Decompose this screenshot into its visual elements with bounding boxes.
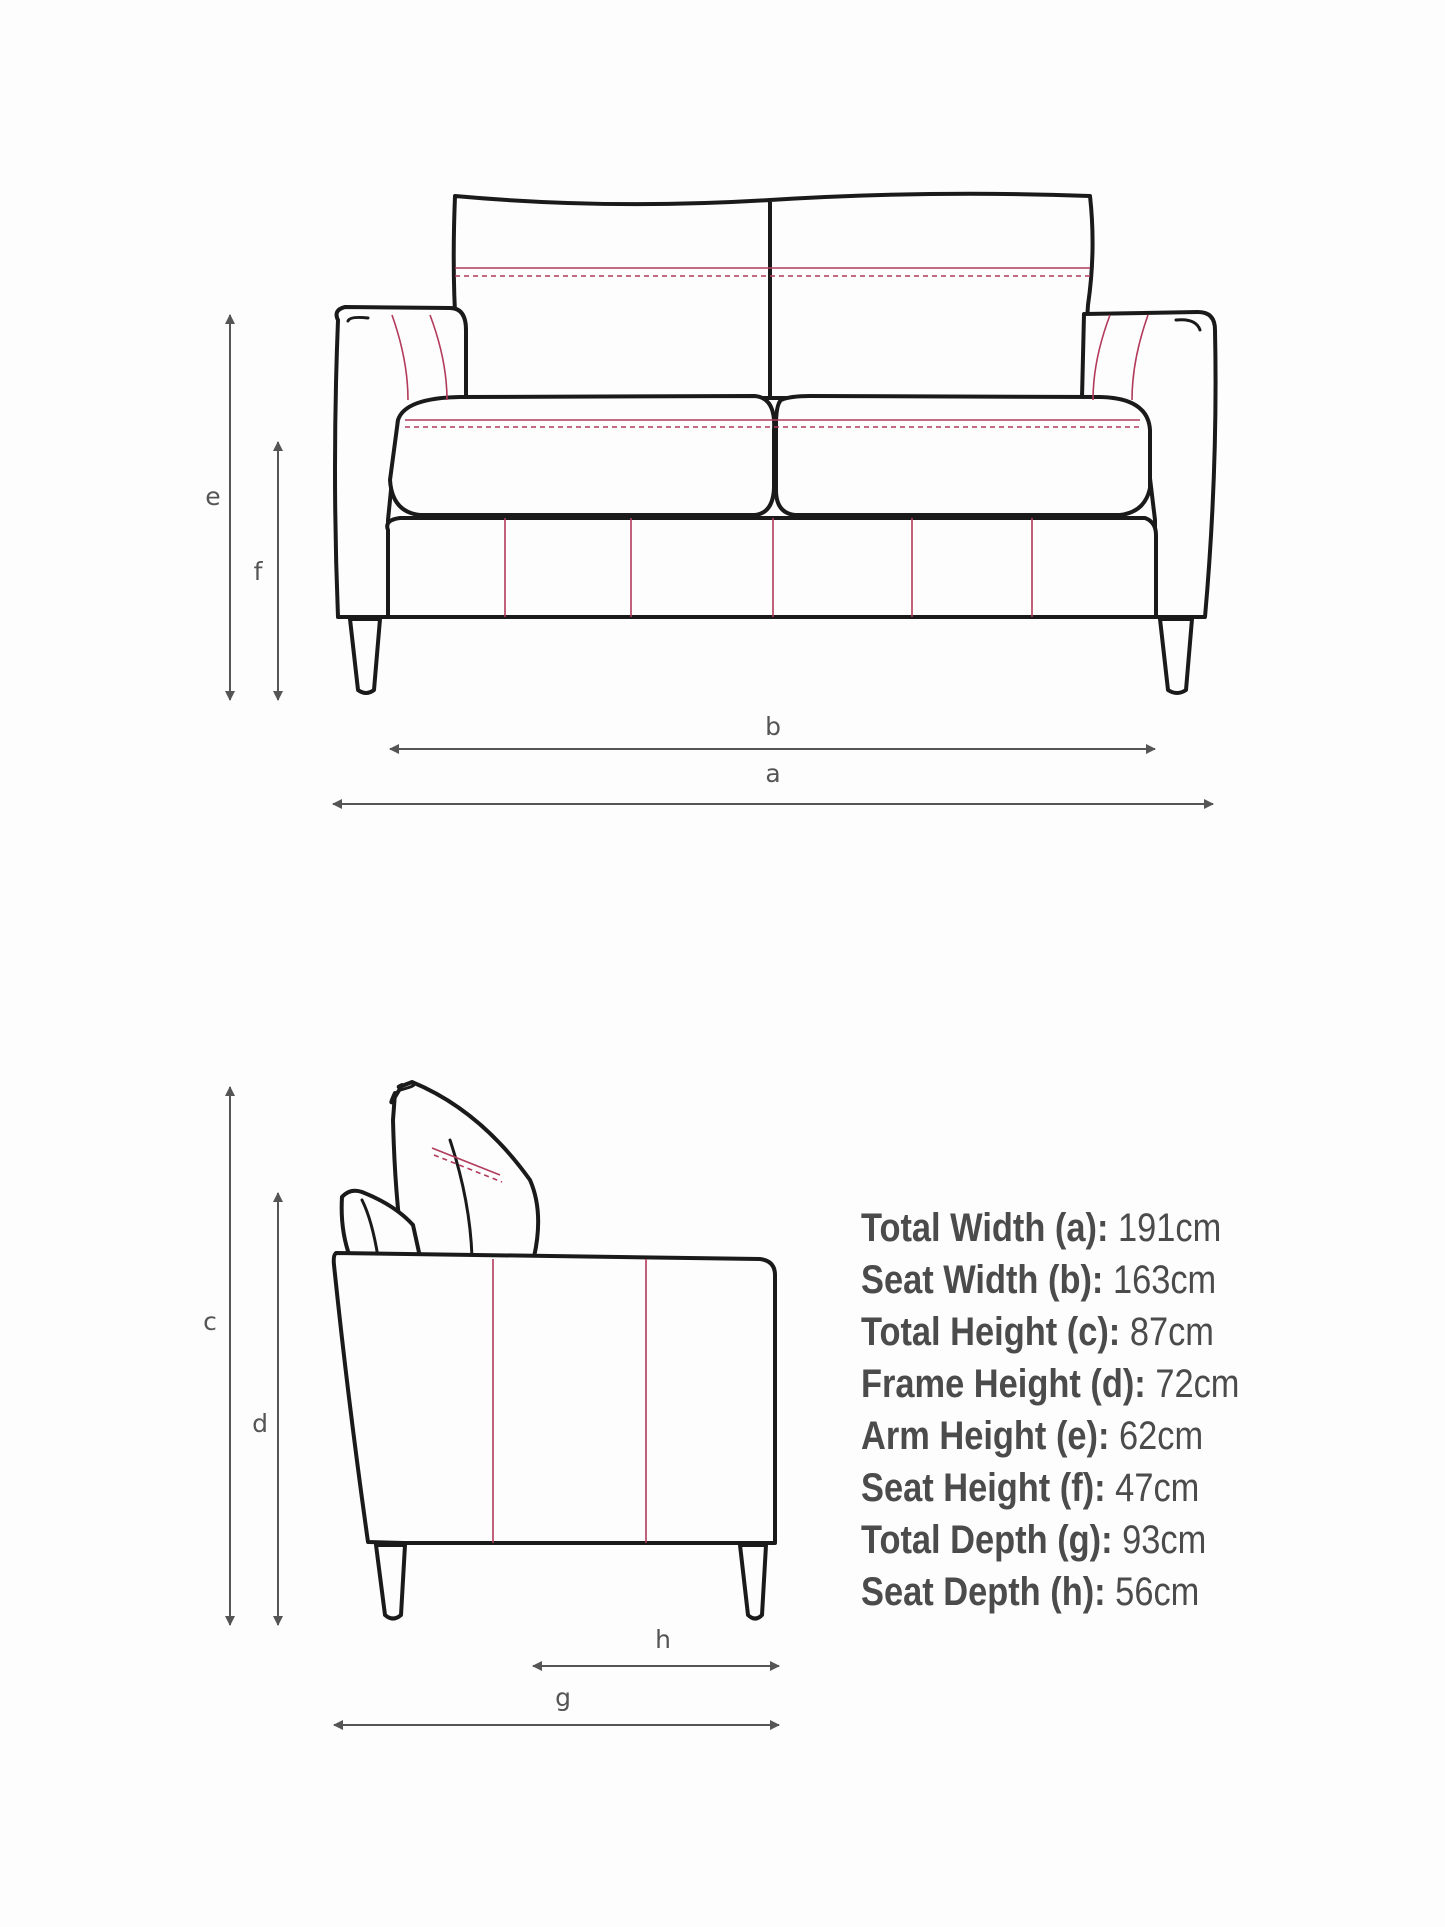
spec-row <box>861 1514 1239 1566</box>
spec-label: Total Height (c): <box>861 1310 1121 1354</box>
spec-value: 62cm <box>1119 1414 1204 1458</box>
dim-label-h: h <box>655 1625 671 1654</box>
spec-value: 47cm <box>1115 1466 1200 1510</box>
front-leg-right <box>1160 619 1192 693</box>
spec-label: Total Width (a): <box>861 1206 1109 1250</box>
front-back-cushion-right <box>770 194 1093 398</box>
dim-label-g: g <box>555 1683 571 1712</box>
dim-label-a: a <box>765 759 781 788</box>
side-leg-front <box>376 1545 405 1619</box>
spec-label: Arm Height (e): <box>861 1414 1110 1458</box>
spec-value: 87cm <box>1129 1310 1214 1354</box>
spec-value: 163cm <box>1112 1258 1217 1302</box>
spec-label: Seat Width (b): <box>861 1258 1104 1302</box>
front-seat-cushion-right <box>776 396 1150 515</box>
spec-value: 72cm <box>1155 1362 1240 1406</box>
front-back-cushion-left <box>454 196 770 398</box>
front-seat-cushion-left <box>390 396 774 515</box>
front-leg-left <box>350 619 380 693</box>
spec-row <box>861 1462 1239 1514</box>
sofa-side-view <box>334 1082 775 1619</box>
spec-row <box>861 1306 1239 1358</box>
spec-label: Frame Height (d): <box>861 1362 1146 1406</box>
dim-label-b: b <box>765 712 781 741</box>
spec-row <box>861 1410 1239 1462</box>
side-leg-back <box>740 1545 766 1619</box>
dim-label-c: c <box>203 1307 217 1336</box>
dimension-specs-list <box>861 1202 1239 1618</box>
dim-label-f: f <box>253 557 263 586</box>
spec-label: Seat Height (f): <box>861 1466 1106 1510</box>
spec-row <box>861 1358 1239 1410</box>
spec-label: Seat Depth (h): <box>861 1570 1106 1614</box>
spec-row <box>861 1202 1239 1254</box>
front-base <box>387 518 1156 617</box>
spec-label: Total Depth (g): <box>861 1518 1113 1562</box>
dim-label-d: d <box>252 1409 268 1438</box>
spec-row <box>861 1254 1239 1306</box>
spec-value: 93cm <box>1122 1518 1207 1562</box>
spec-row <box>861 1566 1239 1618</box>
spec-value: 191cm <box>1118 1206 1222 1250</box>
side-frame <box>334 1253 775 1543</box>
spec-value: 56cm <box>1115 1570 1200 1614</box>
dim-label-e: e <box>205 482 221 511</box>
